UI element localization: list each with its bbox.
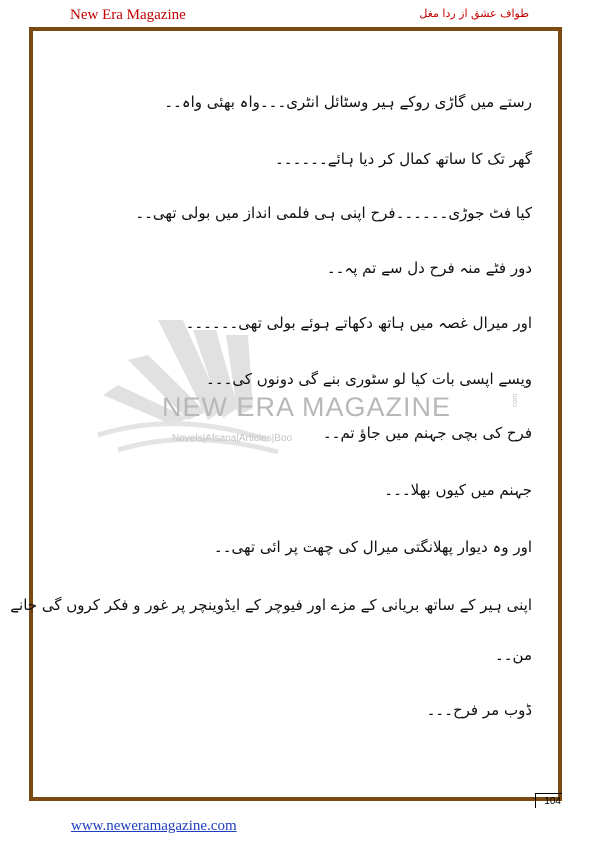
website-link[interactable]: www.neweramagazine.com [71, 818, 237, 834]
text-line: اور وہ دیوار پھلانگتی میرال کی چھت پر ائی تھی۔۔ [213, 538, 532, 556]
text-line: ڈوب مر فرح۔۔۔ [426, 701, 532, 719]
text-line: کیا فٹ جوڑی۔۔۔۔۔۔فرح اپنی ہی فلمی انداز میں بولی تھی۔۔ [135, 204, 532, 222]
watermark-title: NEW ERA MAGAZINE [162, 392, 452, 422]
story-text [10, 0, 532, 842]
watermark-com: .com [512, 393, 520, 410]
text-line: دور فٹے منہ فرح دل سے تم پہ۔۔ [326, 259, 532, 277]
text-line: اپنی ہیر کے ساتھ بریانی کے مزے اور فیوچر کے ایڈوینچر پر غور و فکر کروں گی جانے [10, 596, 532, 614]
text-line: گھر تک کا ساتھ کمال کر دیا ہائے۔۔۔۔۔۔ [275, 150, 532, 168]
text-line: ویسے اپسی بات کیا لو سٹوری بنے گی دونوں کی۔۔۔ [206, 370, 532, 388]
magazine-name: New Era Magazine [70, 7, 186, 23]
page-number: 104 [535, 793, 562, 808]
text-line: من۔۔ [494, 646, 532, 664]
text-line: اور میرال غصہ میں ہاتھ دکھاتے ہوئے بولی تھی۔۔۔۔۔۔ [185, 314, 532, 332]
novel-title: طواف عشق از ردا مغل [419, 7, 529, 20]
text-line: جہنم میں کیوں بھلا۔۔۔ [384, 481, 532, 499]
watermark-subtitle: Novels|Afsana|Articles|Boo [172, 433, 293, 444]
text-line: رستے میں گاڑی روکے ہیر وسٹائل انٹری۔۔۔واہ بھئی واہ۔۔ [164, 93, 532, 111]
text-line: فرح کی بچی جہنم میں جاؤ تم۔۔ [322, 424, 532, 442]
